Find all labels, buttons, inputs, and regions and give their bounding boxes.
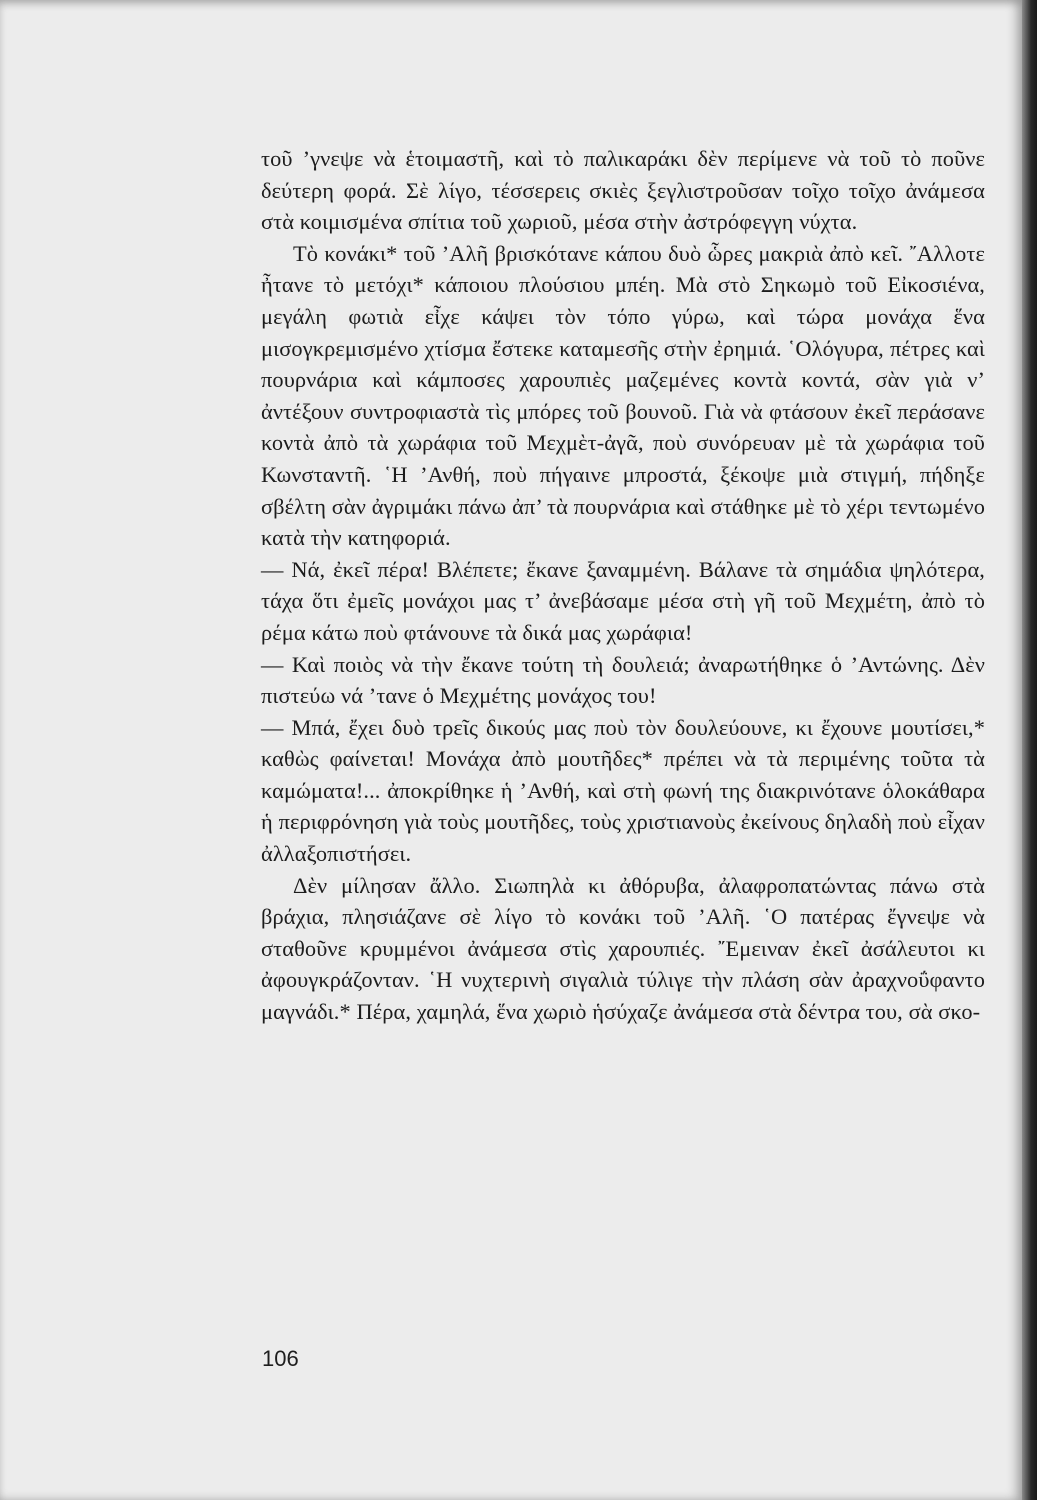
paragraph-2: Τὸ κονάκι* τοῦ ’Αλῆ βρισκότανε κάπου δυὸ ὧρες μακριὰ ἀπὸ κεῖ. ῎Αλλοτε ἦτανε τὸ μετόχι* κάποιου πλούσιου μπέη. Μὰ στὸ Σηκωμὸ τοῦ Εἰκοσιένα, μεγάλη φωτιὰ εἶχε κάψει τὸν τόπο γύρω, καὶ τώρα μονάχα ἕνα μισογκρεμισμένο χτίσμα ἔστεκε καταμεσῆς στὴν ἐρημιά. ῾Ολόγυρα, πέτρες καὶ πουρνάρια καὶ κάμποσες χαρουπιὲς μαζεμένες κοντὰ κοντά, σὰν γιὰ ν’ ἀντέξουν συντροφιαστὰ τὶς μπόρες τοῦ βουνοῦ. Γιὰ νὰ φτάσουν ἐκεῖ περάσανε κοντὰ ἀπὸ τὰ χωράφια τοῦ Μεχμὲτ-ἀγᾶ, ποὺ συνόρευαν μὲ τὰ χωράφια τοῦ Κωνσταντῆ. ῾Η ’Ανθή, ποὺ πήγαινε μπροστά, ξέκοψε μιὰ στιγμή, πήδηξε σβέλτη σὰν ἀγριμάκι πάνω ἀπ’ τὰ πουρνάρια καὶ στάθηκε μὲ τὸ χέρι τεντωμένο κατὰ τὴν κατηφοριά.	[261, 240, 985, 551]
body-text	[261, 143, 985, 1028]
dialogue-1: — Νά, ἐκεῖ πέρα! Βλέπετε; ἔκανε ξαναμμένη. Βάλανε τὰ σημάδια ψηλότερα, τάχα ὅτι ἐμεῖς μονάχοι μας τ’ ἀνεβάσαμε μέσα στὴ γῆ τοῦ Μεχμέτη, ἀπὸ τὸ ρέμα κάτω ποὺ φτάνουνε τὰ δικά μας χωράφια!	[261, 556, 985, 645]
paragraph-1: τοῦ ’γνεψε νὰ ἑτοιμαστῆ, καὶ τὸ παλικαράκι δὲν περίμενε νὰ τοῦ τὸ ποῦνε δεύτερη φορά. Σὲ λίγο, τέσσερεις σκιὲς ξεγλιστροῦσαν τοῖχο τοῖχο ἀνάμεσα στὰ κοιμισμένα σπίτια τοῦ χωριοῦ, μέσα στὴν ἀστρόφεγγη νύχτα.	[261, 146, 985, 235]
page-number: 106	[262, 1346, 299, 1371]
dialogue-2: — Καὶ ποιὸς νὰ τὴν ἔκανε τούτη τὴ δουλειά; ἀναρωτήθηκε ὁ ’Αντώνης. Δὲν πιστεύω νά ’τανε ὁ Μεχμέτης μονάχος του!	[261, 651, 985, 709]
dialogue-3: — Μπά, ἔχει δυὸ τρεῖς δικούς μας ποὺ τὸν δουλεύουνε, κι ἔχουνε μουτίσει,* καθὼς φαίνεται! Μονάχα ἀπὸ μουτῆδες* πρέπει νὰ τὰ περιμένης τοῦτα τὰ καμώματα!... ἀποκρίθηκε ἡ ’Ανθή, καὶ στὴ φωνή της διακρινότανε ὁλοκάθαρα ἡ περιφρόνηση γιὰ τοὺς μουτῆδες, τοὺς χριστιανοὺς ἐκείνους δηλαδὴ ποὺ εἶχαν ἀλλαξοπιστήσει.	[261, 714, 985, 867]
page-edge-shadow	[1022, 0, 1037, 1500]
paragraph-3: Δὲν μίλησαν ἄλλο. Σιωπηλὰ κι ἀθόρυβα, ἀλαφροπατώντας πάνω στὰ βράχια, πλησιάζανε σὲ λίγο τὸ κονάκι τοῦ ’Αλῆ. ῾Ο πατέρας ἔγνεψε νὰ σταθοῦνε κρυμμένοι ἀνάμεσα στὶς χαρουπιές. ῎Εμειναν ἐκεῖ ἀσάλευτοι κι ἀφουγκράζονταν. ῾Η νυχτερινὴ σιγαλιὰ τύλιγε τὴν πλάση σὰν ἀραχνοΰφαντο μαγνάδι.* Πέρα, χαμηλά, ἕνα χωριὸ ἡσύχαζε ἀνάμεσα στὰ δέντρα του, σὰ σκο-	[261, 872, 985, 1025]
